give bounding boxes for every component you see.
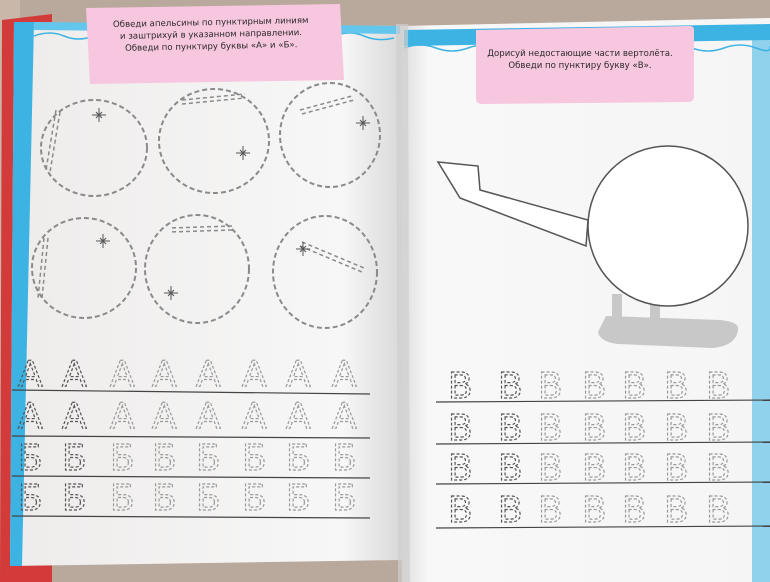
right-letter-row4-letter1: В	[448, 490, 473, 531]
left-letter-row1-letter4: А	[152, 354, 177, 395]
right-letter-row2-letter4: В	[582, 408, 607, 449]
left-letter-row4-letter8: Б	[332, 478, 357, 519]
left-letter-row4-letter1: Б	[18, 478, 43, 519]
right-letter-row2-letter3: В	[538, 408, 563, 449]
left-letter-row4-letter7: Б	[286, 478, 311, 519]
right-letter-row4-letter6: В	[664, 490, 689, 531]
left-letter-row3-letter6: Б	[242, 438, 267, 479]
left-letter-row1-letter2: А	[62, 354, 87, 395]
left-letter-row3-letter7: Б	[286, 438, 311, 479]
right-letter-row3-letter7: В	[706, 448, 731, 489]
helicopter-cabin	[588, 146, 748, 306]
left-letter-row1-letter3: А	[110, 354, 135, 395]
left-letter-row1-letter8: А	[332, 354, 357, 395]
left-letter-row1-letter6: А	[242, 354, 267, 395]
right-letter-row1-letter6: В	[664, 366, 689, 407]
right-letter-row3-letter5: В	[622, 448, 647, 489]
left-letter-row4-letter4: Б	[152, 478, 177, 519]
right-letter-row1-letter1: В	[448, 366, 473, 407]
right-instruction-line1: Дорисуй недостающие части вертолёта.	[487, 49, 673, 59]
right-letter-row1-letter3: В	[538, 366, 563, 407]
right-letter-row4-letter2: В	[498, 490, 523, 531]
right-letter-row2-letter7: В	[706, 408, 731, 449]
left-letter-row2-letter1: А	[18, 396, 43, 437]
right-letter-row3-letter4: В	[582, 448, 607, 489]
right-letter-row2-letter1: В	[448, 408, 473, 449]
left-letter-row3-letter3: Б	[110, 438, 135, 479]
right-letter-row4-letter4: В	[582, 490, 607, 531]
left-letter-row2-letter7: А	[286, 396, 311, 437]
left-letter-row3-letter1: Б	[18, 438, 43, 479]
left-letter-row2-letter8: А	[332, 396, 357, 437]
right-letter-row4-letter5: В	[622, 490, 647, 531]
left-letter-row2-letter5: А	[196, 396, 221, 437]
left-instruction-line3: Обведи по пунктиру буквы «А» и «Б».	[124, 40, 298, 54]
left-instruction-text	[92, 15, 331, 56]
right-letter-row1-letter4: В	[582, 366, 607, 407]
left-instruction-line2: и заштрихуй в указанном направлении.	[119, 28, 303, 42]
right-letter-row1-letter2: В	[498, 366, 523, 407]
right-instruction-text	[482, 48, 678, 72]
left-letter-row3-letter5: Б	[196, 438, 221, 479]
left-instruction-line1: Обведи апельсины по пунктирным линиям	[112, 15, 309, 31]
right-letter-row4-letter3: В	[538, 490, 563, 531]
left-letter-row4-letter6: Б	[242, 478, 267, 519]
left-letter-row3-letter4: Б	[152, 438, 177, 479]
right-letter-row3-letter1: В	[448, 448, 473, 489]
left-letter-row3-letter8: Б	[332, 438, 357, 479]
left-letter-row3-letter2: Б	[62, 438, 87, 479]
right-letter-row1-letter7: В	[706, 366, 731, 407]
right-letter-row3-letter2: В	[498, 448, 523, 489]
right-letter-row1-letter5: В	[622, 366, 647, 407]
left-letter-row1-letter7: А	[286, 354, 311, 395]
left-letter-row2-letter3: А	[110, 396, 135, 437]
right-letter-row3-letter3: В	[538, 448, 563, 489]
right-letter-row2-letter2: В	[498, 408, 523, 449]
left-letter-row2-letter2: А	[62, 396, 87, 437]
left-letter-row4-letter2: Б	[62, 478, 87, 519]
right-letter-row2-letter5: В	[622, 408, 647, 449]
left-letter-row2-letter6: А	[242, 396, 267, 437]
left-letter-row2-letter4: А	[152, 396, 177, 437]
left-letter-row1-letter1: А	[18, 354, 43, 395]
left-letter-row4-letter3: Б	[110, 478, 135, 519]
right-instruction-line2: Обведи по пунктиру букву «В».	[508, 61, 652, 71]
left-letter-row1-letter5: А	[196, 354, 221, 395]
right-letter-row2-letter6: В	[664, 408, 689, 449]
left-letter-row4-letter5: Б	[196, 478, 221, 519]
right-letter-row4-letter7: В	[706, 490, 731, 531]
right-letter-row3-letter6: В	[664, 448, 689, 489]
